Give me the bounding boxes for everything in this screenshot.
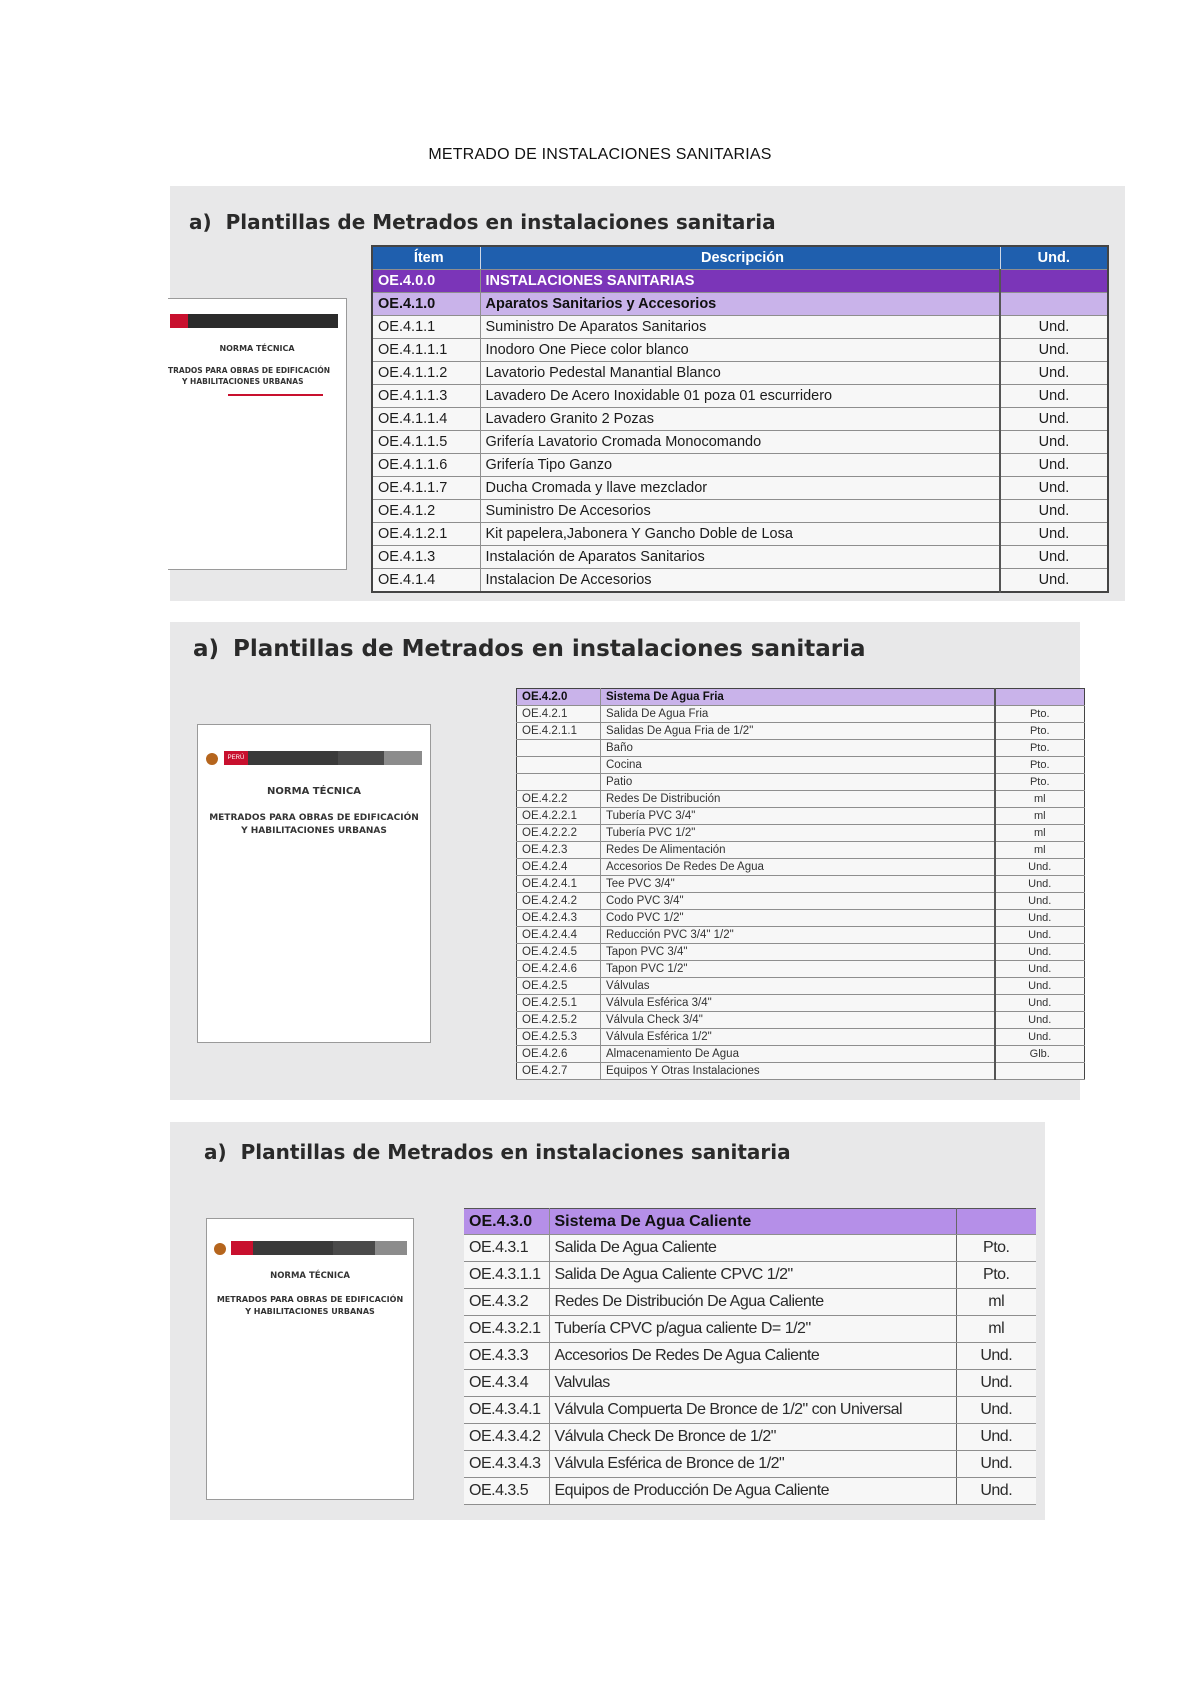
table-row: [372, 316, 1108, 339]
item-code: OE.4.3.4.3: [464, 1451, 549, 1478]
item-code: OE.4.2.2.1: [517, 808, 601, 825]
section-marker: a): [204, 1140, 227, 1164]
section-heading-2: [193, 636, 866, 662]
ministry-banner-right: [384, 751, 422, 765]
item-description: Codo PVC 3/4": [601, 893, 995, 910]
item-code: OE.4.3.0: [464, 1209, 549, 1235]
item-unit: Und.: [995, 927, 1085, 944]
table-row-group: [464, 1209, 1036, 1235]
table-row: [372, 546, 1108, 569]
table-row: [464, 1262, 1036, 1289]
table-row: [372, 408, 1108, 431]
item-code: OE.4.2.4.3: [517, 910, 601, 927]
item-unit: Und.: [1000, 362, 1108, 385]
column-header-item: Ítem: [372, 246, 480, 270]
item-description: Ducha Cromada y llave mezclador: [480, 477, 1000, 500]
item-description: Instalación de Aparatos Sanitarios: [480, 546, 1000, 569]
item-code: OE.4.2.5.1: [517, 995, 601, 1012]
section-marker: a): [193, 636, 220, 662]
item-description: Redes De Alimentación: [601, 842, 995, 859]
item-description: Grifería Lavatorio Cromada Monocomando: [480, 431, 1000, 454]
item-description: Tapon PVC 1/2": [601, 961, 995, 978]
item-unit: Und.: [995, 893, 1085, 910]
item-code: OE.4.3.5: [464, 1478, 549, 1505]
ministry-banner: [248, 751, 338, 765]
item-code: [517, 774, 601, 791]
ministry-banner: [188, 314, 338, 328]
table-row: [372, 523, 1108, 546]
table-row: [517, 876, 1085, 893]
item-unit: Pto.: [995, 740, 1085, 757]
item-unit: Pto.: [995, 757, 1085, 774]
item-description: Válvula Check 3/4": [601, 1012, 995, 1029]
item-unit: Und.: [995, 944, 1085, 961]
table-row: [517, 1046, 1085, 1063]
item-description: Suministro De Aparatos Sanitarios: [480, 316, 1000, 339]
column-header-description: Descripción: [480, 246, 1000, 270]
table-row-group: [517, 689, 1085, 706]
item-description: Equipos de Producción De Agua Caliente: [549, 1478, 956, 1505]
table-row: [517, 740, 1085, 757]
cover-subtitle-line2: Y HABILITACIONES URBANAS: [245, 1307, 375, 1316]
item-description: Tubería CPVC p/agua caliente D= 1/2": [549, 1316, 956, 1343]
item-unit: [995, 689, 1085, 706]
item-unit: Und.: [956, 1343, 1036, 1370]
item-code: OE.4.2.4.1: [517, 876, 601, 893]
item-description: Salida De Agua Caliente: [549, 1235, 956, 1262]
cover-subtitle-line1: TRADOS PARA OBRAS DE EDIFICACIÓN: [168, 366, 331, 375]
item-unit: Und.: [1000, 431, 1108, 454]
table-row: [464, 1424, 1036, 1451]
item-description: Suministro De Accesorios: [480, 500, 1000, 523]
table-row: [517, 808, 1085, 825]
norma-label: NORMA TÉCNICA: [219, 344, 295, 353]
peru-logo: PERÚ: [224, 751, 248, 765]
item-description: Válvula Esférica de Bronce de 1/2": [549, 1451, 956, 1478]
item-description: Cocina: [601, 757, 995, 774]
item-description: INSTALACIONES SANITARIAS: [480, 270, 1000, 293]
cover-subtitle-line2: Y HABILITACIONES URBANAS: [182, 377, 304, 386]
item-unit: Und.: [956, 1451, 1036, 1478]
table-row: [372, 431, 1108, 454]
item-description: Almacenamiento De Agua: [601, 1046, 995, 1063]
table-row: [517, 961, 1085, 978]
ministry-banner: [253, 1241, 333, 1255]
item-unit: Und.: [1000, 316, 1108, 339]
cover-subtitle-line1: METRADOS PARA OBRAS DE EDIFICACIÓN: [209, 813, 419, 823]
item-unit: ml: [995, 842, 1085, 859]
cover-subtitle-line1: METRADOS PARA OBRAS DE EDIFICACIÓN: [216, 1295, 404, 1304]
item-description: Tee PVC 3/4": [601, 876, 995, 893]
item-code: OE.4.1.1.2: [372, 362, 480, 385]
table-row: [372, 477, 1108, 500]
section-heading-text: Plantillas de Metrados en instalaciones sanitaria: [233, 636, 866, 662]
table-row: [517, 1063, 1085, 1080]
table-row: [464, 1316, 1036, 1343]
norma-tecnica-cover-thumbnail: [206, 1218, 414, 1500]
item-description: Tapon PVC 3/4": [601, 944, 995, 961]
item-description: Valvulas: [549, 1370, 956, 1397]
item-unit: Und.: [1000, 546, 1108, 569]
item-code: OE.4.1.1.6: [372, 454, 480, 477]
table-row: [517, 859, 1085, 876]
item-code: OE.4.3.2.1: [464, 1316, 549, 1343]
table-row: [517, 706, 1085, 723]
item-code: [517, 740, 601, 757]
item-description: Lavatorio Pedestal Manantial Blanco: [480, 362, 1000, 385]
ministry-banner-mid: [333, 1241, 375, 1255]
item-unit: Pto.: [995, 774, 1085, 791]
item-code: OE.4.3.2: [464, 1289, 549, 1316]
item-code: OE.4.2.4.2: [517, 893, 601, 910]
table-row: [517, 893, 1085, 910]
table-row: [372, 500, 1108, 523]
item-unit: ml: [995, 808, 1085, 825]
item-code: OE.4.3.4: [464, 1370, 549, 1397]
item-code: OE.4.1.1.1: [372, 339, 480, 362]
item-unit: [956, 1209, 1036, 1235]
item-code: OE.4.2.4.4: [517, 927, 601, 944]
item-description: Redes De Distribución De Agua Caliente: [549, 1289, 956, 1316]
item-unit: ml: [995, 825, 1085, 842]
item-unit: Und.: [956, 1478, 1036, 1505]
item-code: OE.4.2.4.6: [517, 961, 601, 978]
item-description: Patio: [601, 774, 995, 791]
item-code: OE.4.2.1.1: [517, 723, 601, 740]
item-code: OE.4.1.1.5: [372, 431, 480, 454]
item-description: Válvula Esférica 1/2": [601, 1029, 995, 1046]
item-code: [517, 757, 601, 774]
table-row: [464, 1289, 1036, 1316]
item-unit: Und.: [995, 859, 1085, 876]
item-unit: [1000, 270, 1108, 293]
table-row: [372, 385, 1108, 408]
item-description: Accesorios De Redes De Agua Caliente: [549, 1343, 956, 1370]
item-unit: Und.: [956, 1370, 1036, 1397]
item-unit: Und.: [995, 961, 1085, 978]
table-row: [517, 842, 1085, 859]
item-unit: Und.: [1000, 454, 1108, 477]
item-description: Sistema De Agua Fria: [601, 689, 995, 706]
table-row: [464, 1397, 1036, 1424]
section-heading-1: [189, 210, 776, 234]
item-code: OE.4.2.2.2: [517, 825, 601, 842]
ministry-banner-mid: [338, 751, 384, 765]
item-unit: Und.: [956, 1397, 1036, 1424]
section-marker: a): [189, 210, 212, 234]
table-row: [517, 995, 1085, 1012]
item-code: OE.4.2.2: [517, 791, 601, 808]
item-unit: Pto.: [956, 1235, 1036, 1262]
peru-logo: [231, 1241, 253, 1255]
item-unit: Und.: [995, 1029, 1085, 1046]
peru-crest-icon: [206, 753, 218, 765]
section-heading-text: Plantillas de Metrados en instalaciones sanitaria: [225, 210, 776, 234]
item-unit: Und.: [1000, 385, 1108, 408]
section-heading-text: Plantillas de Metrados en instalaciones sanitaria: [240, 1140, 791, 1164]
item-code: OE.4.1.2.1: [372, 523, 480, 546]
item-unit: Glb.: [995, 1046, 1085, 1063]
item-unit: Und.: [995, 1012, 1085, 1029]
item-description: Redes De Distribución: [601, 791, 995, 808]
table-row: [372, 339, 1108, 362]
item-code: OE.4.2.5: [517, 978, 601, 995]
table-header-row: [372, 246, 1108, 270]
table-row: [517, 791, 1085, 808]
item-unit: Und.: [1000, 339, 1108, 362]
item-code: OE.4.1.1.4: [372, 408, 480, 431]
norma-tecnica-cover-thumbnail: [168, 298, 347, 570]
item-code: OE.4.3.1: [464, 1235, 549, 1262]
peru-crest-icon: [214, 1243, 226, 1255]
item-unit: Und.: [1000, 500, 1108, 523]
item-code: OE.4.3.4.2: [464, 1424, 549, 1451]
table-row-group: [372, 270, 1108, 293]
item-code: OE.4.1.4: [372, 569, 480, 593]
item-code: OE.4.2.3: [517, 842, 601, 859]
item-description: Accesorios De Redes De Agua: [601, 859, 995, 876]
item-description: Válvula Esférica 3/4": [601, 995, 995, 1012]
table-row: [517, 978, 1085, 995]
norma-label: NORMA TÉCNICA: [270, 1271, 350, 1281]
column-header-unit: Und.: [1000, 246, 1108, 270]
item-unit: Und.: [1000, 523, 1108, 546]
item-description: Salidas De Agua Fria de 1/2": [601, 723, 995, 740]
metrado-table-sanitarios: [371, 245, 1109, 593]
table-row: [517, 944, 1085, 961]
red-divider: [228, 394, 323, 396]
table-row: [372, 569, 1108, 593]
item-code: OE.4.3.4.1: [464, 1397, 549, 1424]
item-code: OE.4.0.0: [372, 270, 480, 293]
table-row: [464, 1343, 1036, 1370]
table-row: [517, 1012, 1085, 1029]
item-code: OE.4.1.2: [372, 500, 480, 523]
item-description: Inodoro One Piece color blanco: [480, 339, 1000, 362]
table-row: [464, 1478, 1036, 1505]
item-unit: Und.: [995, 876, 1085, 893]
item-code: OE.4.2.0: [517, 689, 601, 706]
table-row: [517, 757, 1085, 774]
table-row: [464, 1235, 1036, 1262]
cover-subtitle-line2: Y HABILITACIONES URBANAS: [241, 826, 387, 836]
item-unit: Und.: [1000, 408, 1108, 431]
item-unit: Und.: [956, 1424, 1036, 1451]
peru-logo: [170, 314, 188, 328]
item-unit: [1000, 293, 1108, 316]
metrado-table-agua-caliente: [464, 1208, 1036, 1505]
table-row: [517, 774, 1085, 791]
item-description: Tubería PVC 1/2": [601, 825, 995, 842]
item-code: OE.4.2.5.3: [517, 1029, 601, 1046]
item-code: OE.4.1.1.7: [372, 477, 480, 500]
item-description: Reducción PVC 3/4" 1/2": [601, 927, 995, 944]
item-description: Salida De Agua Caliente CPVC 1/2": [549, 1262, 956, 1289]
item-unit: [995, 1063, 1085, 1080]
item-description: Codo PVC 1/2": [601, 910, 995, 927]
norma-tecnica-cover-thumbnail: [197, 724, 431, 1043]
table-row: [517, 927, 1085, 944]
item-code: OE.4.1.1: [372, 316, 480, 339]
table-row: [517, 1029, 1085, 1046]
section-heading-3: [204, 1140, 791, 1164]
item-description: Instalacion De Accesorios: [480, 569, 1000, 593]
item-description: Tubería PVC 3/4": [601, 808, 995, 825]
table-row-subgroup: [372, 293, 1108, 316]
item-description: Lavadero Granito 2 Pozas: [480, 408, 1000, 431]
table-row: [464, 1451, 1036, 1478]
item-unit: Und.: [1000, 569, 1108, 593]
item-description: Válvulas: [601, 978, 995, 995]
item-code: OE.4.1.3: [372, 546, 480, 569]
item-code: OE.4.1.1.3: [372, 385, 480, 408]
item-description: Equipos Y Otras Instalaciones: [601, 1063, 995, 1080]
item-description: Kit papelera,Jabonera Y Gancho Doble de Losa: [480, 523, 1000, 546]
item-unit: Pto.: [995, 706, 1085, 723]
item-description: Grifería Tipo Ganzo: [480, 454, 1000, 477]
metrado-table-agua-fria: [516, 688, 1085, 1080]
table-row: [517, 910, 1085, 927]
item-unit: Und.: [995, 978, 1085, 995]
item-unit: Pto.: [956, 1262, 1036, 1289]
item-unit: ml: [956, 1316, 1036, 1343]
item-code: OE.4.2.4.5: [517, 944, 601, 961]
item-description: Lavadero De Acero Inoxidable 01 poza 01 escurridero: [480, 385, 1000, 408]
page-title: METRADO DE INSTALACIONES SANITARIAS: [428, 146, 772, 163]
item-unit: Pto.: [995, 723, 1085, 740]
item-description: Válvula Check De Bronce de 1/2": [549, 1424, 956, 1451]
item-unit: ml: [956, 1289, 1036, 1316]
item-unit: ml: [995, 791, 1085, 808]
item-description: Baño: [601, 740, 995, 757]
item-code: OE.4.3.3: [464, 1343, 549, 1370]
item-code: OE.4.2.1: [517, 706, 601, 723]
item-code: OE.4.2.7: [517, 1063, 601, 1080]
item-description: Válvula Compuerta De Bronce de 1/2" con Universal: [549, 1397, 956, 1424]
item-code: OE.4.1.0: [372, 293, 480, 316]
item-unit: Und.: [995, 995, 1085, 1012]
item-description: Salida De Agua Fria: [601, 706, 995, 723]
table-row: [372, 362, 1108, 385]
table-row: [464, 1370, 1036, 1397]
item-code: OE.4.2.4: [517, 859, 601, 876]
norma-label: NORMA TÉCNICA: [267, 786, 361, 797]
item-code: OE.4.2.6: [517, 1046, 601, 1063]
item-description: Sistema De Agua Caliente: [549, 1209, 956, 1235]
item-code: OE.4.2.5.2: [517, 1012, 601, 1029]
table-row: [517, 825, 1085, 842]
item-code: OE.4.3.1.1: [464, 1262, 549, 1289]
table-row: [372, 454, 1108, 477]
ministry-banner-right: [375, 1241, 407, 1255]
table-row: [517, 723, 1085, 740]
item-unit: Und.: [1000, 477, 1108, 500]
item-description: Aparatos Sanitarios y Accesorios: [480, 293, 1000, 316]
item-unit: Und.: [995, 910, 1085, 927]
